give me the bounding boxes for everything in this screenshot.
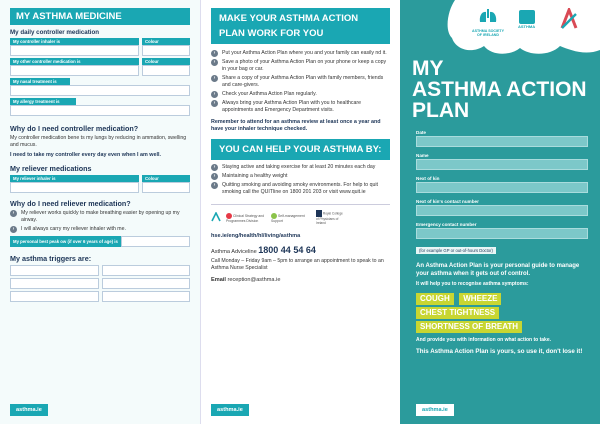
tip-bullet-2: › Save a photo of your Asthma Action Plan on your phone or keep a copy in your bag or car. (211, 59, 390, 73)
kin-contact-label: Next of kin's contact number (416, 199, 479, 204)
allergy-treatment-label: My allergy treatment is (10, 98, 76, 105)
asthma-logo: ASTHMA (518, 10, 535, 29)
date-field[interactable] (416, 136, 588, 147)
remember-review-text: Remember to attend for an asthma review at least once a year and have your inhaler technique checked. (211, 119, 381, 132)
reliever-bullet-2: › I will always carry my reliever inhaler with me. (10, 226, 190, 233)
adviceline-number[interactable]: 1800 44 54 64 (258, 245, 316, 255)
need-take-controller-text: I need to take my controller every day even when I am well. (10, 152, 161, 158)
other-controller-label: My other controller medication is (10, 58, 139, 65)
panel-my-asthma-medicine (0, 0, 200, 424)
help-bullet-1: › Staying active and taking exercise for at least 20 minutes each day (211, 164, 390, 171)
cover-title-line-2: ASTHMA ACTION (412, 78, 587, 101)
tip-bullet-1: › Put your Asthma Action Plan where you and your family can easily nd it. (211, 50, 390, 57)
chevron-right-icon: › (211, 173, 218, 180)
chevron-right-icon: › (10, 210, 17, 217)
nasal-treatment-label: My nasal treatment is (10, 78, 70, 85)
partner-logos (211, 204, 390, 225)
controller-inhaler-field[interactable] (10, 45, 139, 56)
email-line: Email reception@asthma.ie (211, 277, 281, 283)
adviceline: Asthma Adviceline 1800 44 54 64 (211, 245, 316, 255)
kin-contact-field-group (416, 198, 588, 216)
yours-text: This Asthma Action Plan is yours, so use it, don't lose it! (416, 348, 583, 355)
symptom-tag-cough: COUGH (416, 293, 454, 305)
next-of-kin-label: Next of kin (416, 176, 440, 181)
hse-logo (211, 212, 221, 224)
panel2-banner: MAKE YOUR ASTHMA ACTION PLAN WORK FOR YOU (211, 8, 390, 44)
nasal-treatment-field[interactable] (10, 85, 190, 96)
controller-inhaler-label: My controller inhaler is (10, 38, 139, 45)
why-reliever-title: Why do I need reliever medication? (10, 199, 131, 208)
date-field-group (416, 129, 588, 147)
cover-title-line-3: PLAN (412, 99, 470, 122)
symptom-tag-wheeze: WHEEZE (459, 293, 501, 305)
why-controller-title: Why do I need controller medication? (10, 124, 139, 133)
emergency-contact-field-group (416, 221, 588, 257)
trigger-field-5[interactable] (10, 291, 99, 302)
trigger-field-4[interactable] (102, 278, 191, 289)
panel-cover (400, 0, 600, 424)
cover-title-line-1: MY (412, 57, 444, 80)
chevron-right-icon: › (211, 91, 218, 98)
name-field[interactable] (416, 159, 588, 170)
intro-text: An Asthma Action Plan is your personal guide to manage your asthma when it gets out of control. (416, 263, 580, 277)
date-label: Date (416, 130, 426, 135)
symptom-tags (416, 292, 588, 334)
reliever-medications-title: My reliever medications (10, 164, 92, 173)
peak-flow-field[interactable] (121, 236, 190, 247)
tip-bullet-5: › Always bring your Asthma Action Plan with you to healthcare appointments and Emergency Department visits. (211, 100, 390, 114)
hse-asthma-url[interactable]: hse.ie/eng/health/hl/living/asthma (211, 233, 301, 239)
email-link[interactable]: reception@asthma.ie (227, 277, 281, 283)
name-label: Name (416, 153, 429, 158)
asthma-logo-icon (519, 10, 535, 24)
trigger-field-2[interactable] (102, 265, 191, 276)
trigger-field-3[interactable] (10, 278, 99, 289)
asi-lungs-icon (477, 8, 499, 24)
panel1-banner: MY ASTHMA MEDICINE (10, 8, 190, 25)
rcpi-crest-icon (316, 210, 322, 217)
next-of-kin-field-group (416, 175, 588, 193)
reliever-inhaler-label: My reliever inhaler is (10, 175, 139, 182)
chevron-right-icon: › (10, 226, 17, 233)
help-banner: YOU CAN HELP YOUR ASTHMA BY: (211, 139, 390, 160)
next-of-kin-field[interactable] (416, 182, 588, 193)
recognise-text: It will help you to recognise asthma symptoms: (416, 281, 529, 287)
hse-mark-icon (558, 8, 580, 30)
trigger-field-6[interactable] (102, 291, 191, 302)
chevron-right-icon: › (211, 75, 218, 82)
other-controller-field[interactable] (10, 65, 139, 76)
chevron-right-icon: › (211, 100, 218, 107)
name-field-group (416, 152, 588, 170)
colour-label-2: Colour (142, 58, 190, 65)
symptom-tag-shortness-of-breath: SHORTNESS OF BREATH (416, 321, 522, 333)
panel2-site-link[interactable]: asthma.ie (211, 404, 249, 416)
panel3-site-link[interactable]: asthma.ie (416, 404, 454, 416)
hse-logo-cover (558, 8, 580, 35)
triggers-title: My asthma triggers are: (10, 254, 92, 263)
emergency-contact-note: (for example GP or out-of-hours Doctor) (416, 247, 496, 254)
peak-flow-label: My personal best peak ow (if over 6 years of age) is (10, 236, 121, 247)
emergency-contact-field[interactable] (416, 228, 588, 239)
provide-info-text: And provide you with information on what action to take. (416, 336, 552, 343)
daily-controller-title: My daily controller medication (10, 29, 100, 36)
emergency-contact-label: Emergency contact number (416, 222, 477, 227)
tip-bullet-3: › Share a copy of your Asthma Action Plan with family members, friends and care-givers. (211, 75, 390, 89)
controller-colour-field[interactable] (142, 45, 190, 56)
reliever-inhaler-field[interactable] (10, 182, 139, 193)
panel1-site-link[interactable]: asthma.ie (10, 404, 48, 416)
chevron-right-icon: › (211, 182, 218, 189)
chevron-right-icon: › (211, 164, 218, 171)
help-bullet-3: › Quitting smoking and avoiding smoky environments. For help to quit smoking call the QUITline on 1800 201 203 or visit www.quit.ie (211, 182, 390, 196)
symptom-tag-chest-tightness: CHEST TIGHTNESS (416, 307, 499, 319)
help-bullet-2: › Maintaining a healthy weight (211, 173, 390, 180)
why-controller-text: My controller medication bene ts my lungs by reducing in ammation, swelling and mucus. (10, 135, 187, 148)
asi-logo: ASTHMA SOCIETY OF IRELAND (470, 8, 506, 37)
rcpi-logo: Royal College of Physicians of Ireland (316, 211, 343, 225)
clinical-strategy-logo: Clinical Strategy and Programmes Division (226, 213, 265, 223)
other-controller-colour-field[interactable] (142, 65, 190, 76)
panel-action-plan-tips (200, 0, 400, 424)
trigger-field-1[interactable] (10, 265, 99, 276)
reliever-bullet-1: › My reliever works quickly to make breathing easier by opening up my airway. (10, 210, 190, 224)
chevron-right-icon: › (211, 59, 218, 66)
kin-contact-field[interactable] (416, 205, 588, 216)
colour-label: Colour (142, 38, 190, 45)
chevron-right-icon: › (211, 50, 218, 57)
reliever-colour-field[interactable] (142, 182, 190, 193)
tip-bullet-4: › Check your Asthma Action Plan regularly. (211, 91, 390, 98)
colour-label-3: Colour (142, 175, 190, 182)
allergy-treatment-field[interactable] (10, 105, 190, 116)
call-hours-text: Call Monday – Friday 9am – 5pm to arrange an appointment to speak to an Asthma Nurse Specialist (211, 258, 384, 271)
self-management-logo: Self-management Support (271, 213, 305, 223)
